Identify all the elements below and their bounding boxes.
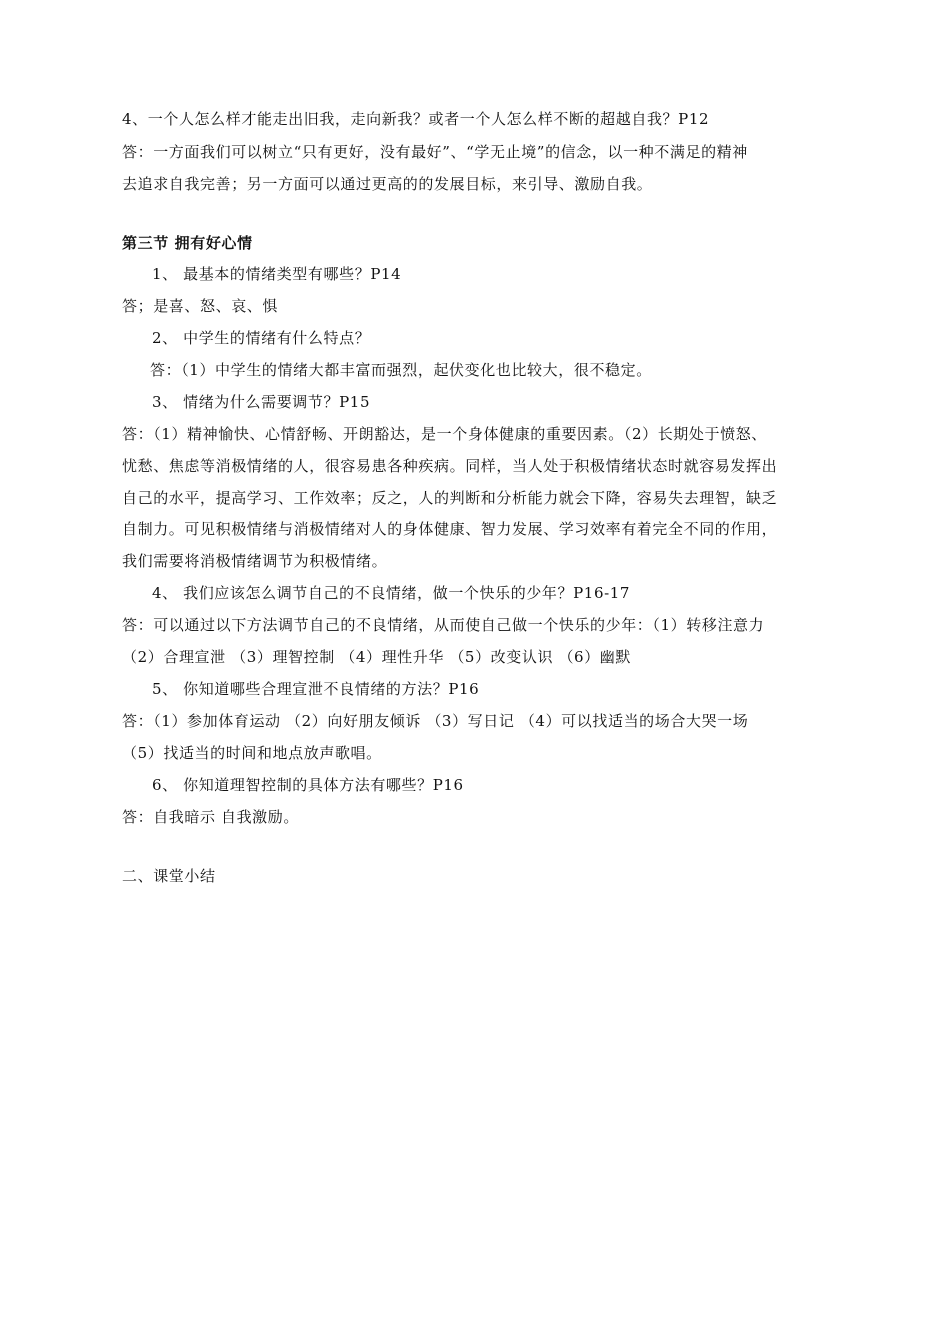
answer-6: 答：自我暗示 自我激励。 <box>122 808 299 826</box>
answer-4-prev-line1: 答：一方面我们可以树立“只有更好，没有最好”、“学无止境”的信念，以一种不满足的精神 <box>122 143 748 161</box>
question-3: 3、 情绪为什么需要调节？P15 <box>152 393 371 411</box>
answer-1: 答；是喜、怒、哀、惧 <box>122 297 279 315</box>
section-heading: 第三节 拥有好心情 <box>122 234 253 252</box>
answer-3-line5: 我们需要将消极情绪调节为积极情绪。 <box>122 552 388 570</box>
question-5: 5、 你知道哪些合理宣泄不良情绪的方法？P16 <box>152 680 480 698</box>
answer-5-line2: （5）找适当的时间和地点放声歌唱。 <box>122 744 382 762</box>
answer-2: 答：（1）中学生的情绪大都丰富而强烈，起伏变化也比较大，很不稳定。 <box>150 361 652 379</box>
answer-3-line1: 答：（1）精神愉快、心情舒畅、开朗豁达，是一个身体健康的重要因素。（2）长期处于愤怒、 <box>122 425 767 443</box>
answer-4-prev-line2: 去追求自我完善；另一方面可以通过更高的的发展目标，来引导、激励自我。 <box>122 175 653 193</box>
question-4-prev: 4、一个人怎么样才能走出旧我，走向新我？或者一个人怎么样不断的超越自我？P12 <box>122 110 710 128</box>
answer-4-line2: （2）合理宣泄 （3）理智控制 （4）理性升华 （5）改变认识 （6）幽默 <box>122 648 631 666</box>
answer-3-line3: 自己的水平，提高学习、工作效率；反之，人的判断和分析能力就会下降，容易失去理智，缺乏 <box>122 489 778 507</box>
question-4: 4、 我们应该怎么调节自己的不良情绪，做一个快乐的少年？P16-17 <box>152 584 631 602</box>
question-1: 1、 最基本的情绪类型有哪些？P14 <box>152 265 402 283</box>
question-6: 6、 你知道理智控制的具体方法有哪些？P16 <box>152 776 464 794</box>
summary-heading: 二、课堂小结 <box>122 867 216 885</box>
question-2: 2、 中学生的情绪有什么特点？ <box>152 329 371 347</box>
answer-4-line1: 答：可以通过以下方法调节自己的不良情绪，从而使自己做一个快乐的少年：（1）转移注意力 <box>122 616 765 634</box>
answer-3-line4: 自制力。可见积极情绪与消极情绪对人的身体健康、智力发展、学习效率有着完全不同的作用， <box>122 520 778 538</box>
answer-5-line1: 答：（1）参加体育运动 （2）向好朋友倾诉 （3）写日记 （4）可以找适当的场合大哭一场 <box>122 712 749 730</box>
answer-3-line2: 忧愁、焦虑等消极情绪的人，很容易患各种疾病。同样，当人处于积极情绪状态时就容易发挥出 <box>122 457 778 475</box>
